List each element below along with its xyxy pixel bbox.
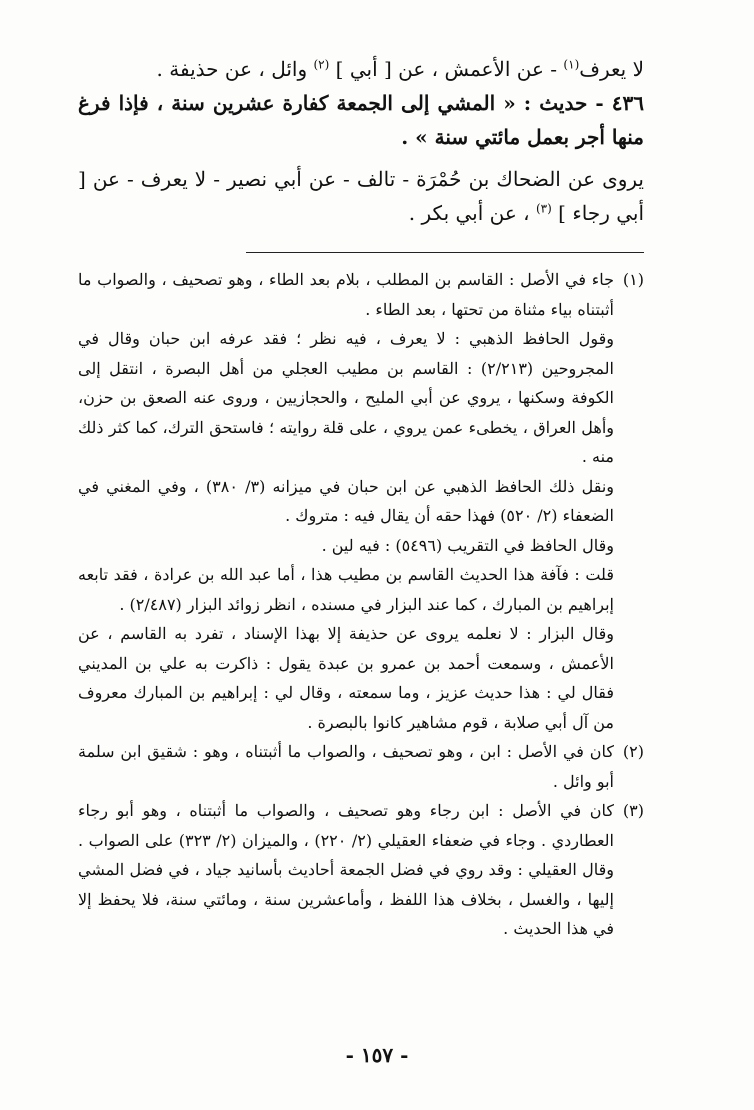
footnote-ref-1[interactable]: (١) (563, 57, 580, 72)
footnote-paragraph: كان في الأصل : ابن رجاء وهو تصحيف ، والصواب ما أثبتناه ، وهو أبو رجاء العطاردي . وجاء في ضعفاء العقيلي (٢/ ٢٢٠) ، والميزان (٢/ ٣٢٣) على الصواب . وقال العقيلي : وقد روي في فضل الجمعة أحاديث بأسانيد جياد ، في فضل المشي إليها ، والغسل ، بخلاف هذا اللفظ ، وأماعشرين سنة ، ومائتي سنة، فلا يحفظ إلا في هذا الحديث . (78, 801, 615, 938)
footnote-number: (٢) (622, 742, 644, 761)
footnote-paragraph: ونقل ذلك الحافظ الذهبي عن ابن حبان في ميزانه (٣/ ٣٨٠) ، وفي المغني في الضعفاء (٢/ ٥٢٠) فهذا حقه أن يقال فيه : متروك . (78, 476, 615, 525)
footnote-number: (١) (622, 270, 644, 289)
main-text (78, 52, 644, 230)
footnote-3 (78, 796, 644, 944)
footnote-paragraph: جاء في الأصل : القاسم بن المطلب ، بلام بعد الطاء ، وهو تصحيف ، والصواب ما أثبتناه بياء مثناة من تحتها ، بعد الطاء . (78, 270, 614, 319)
footnote-2 (78, 737, 644, 796)
footnote-paragraph: قلت : فآفة هذا الحديث القاسم بن مطيب هذا ، أما عبد الله بن عرادة ، فقد تابعه إبراهيم بن المبارك ، كما عند البزار في مسنده ، انظر زوائد البزار (٢/٤٨٧) . (78, 565, 615, 614)
narration: يروى عن الضحاك بن حُمْرَة - تالف - عن أبي نصير - لا يعرف - عن [ أبي رجاء ] $^{(٣)}$ ، عن أبي بكر . (78, 167, 644, 225)
footnote-paragraph: وقال البزار : لا نعلمه يروى عن حذيفة إلا بهذا الإسناد ، تفرد به القاسم ، عن الأعمش ، وسمعت أحمد بن عمرو بن عبدة يقول : ذاكرت به علي بن المديني فقال لي : هذا حديث عزيز ، وما سمعته ، وقال لي : إبراهيم بن المبارك معروف من آل أبي صلابة ، قوم مشاهير كانوا بالبصرة . (78, 624, 614, 732)
footnote-number: (٣) (622, 801, 644, 820)
hadith-heading: ٤٣٦ - حديث : « المشي إلى الجمعة كفارة عشرين سنة ، فإذا فرغ منها أجر بعمل مائتي سنة » . (78, 91, 644, 149)
footnote-ref-2[interactable]: (٢) (313, 57, 330, 72)
footnote-ref-3[interactable]: (٣) (535, 201, 552, 216)
footnote-paragraph: وقول الحافظ الذهبي : لا يعرف ، فيه نظر ؛ فقد عرفه ابن حبان وقال في المجروحين (٢/٢١٣) : القاسم بن مطيب العجلي من أهل البصرة ، انتقل إلى الكوفة وسكنها ، يروي عن أبي المليح ، والحجازيين ، وروى عنه الصعق بن حزن، وأهل العراق ، يخطىء عمن يروي ، على قلة روايته ؛ فاستحق الترك، كما كثر ذلك منه . (78, 329, 615, 466)
page-number: - ١٥٧ - (345, 1043, 409, 1067)
footnote-paragraph: وقال الحافظ في التقريب (٥٤٩٦) : فيه لين . (321, 535, 614, 555)
footnote-paragraph: كان في الأصل : ابن ، وهو تصحيف ، والصواب ما أثبتناه ، وهو : شقيق ابن سلمة أبو وائل . (78, 742, 615, 791)
footnote-divider (246, 252, 644, 253)
main-line-1: لا يعرف$^{(١)}$ - عن الأعمش ، عن [ أبي ] $^{(٢)}$ وائل ، عن حذيفة . (156, 57, 644, 81)
footnote-1 (78, 265, 644, 737)
